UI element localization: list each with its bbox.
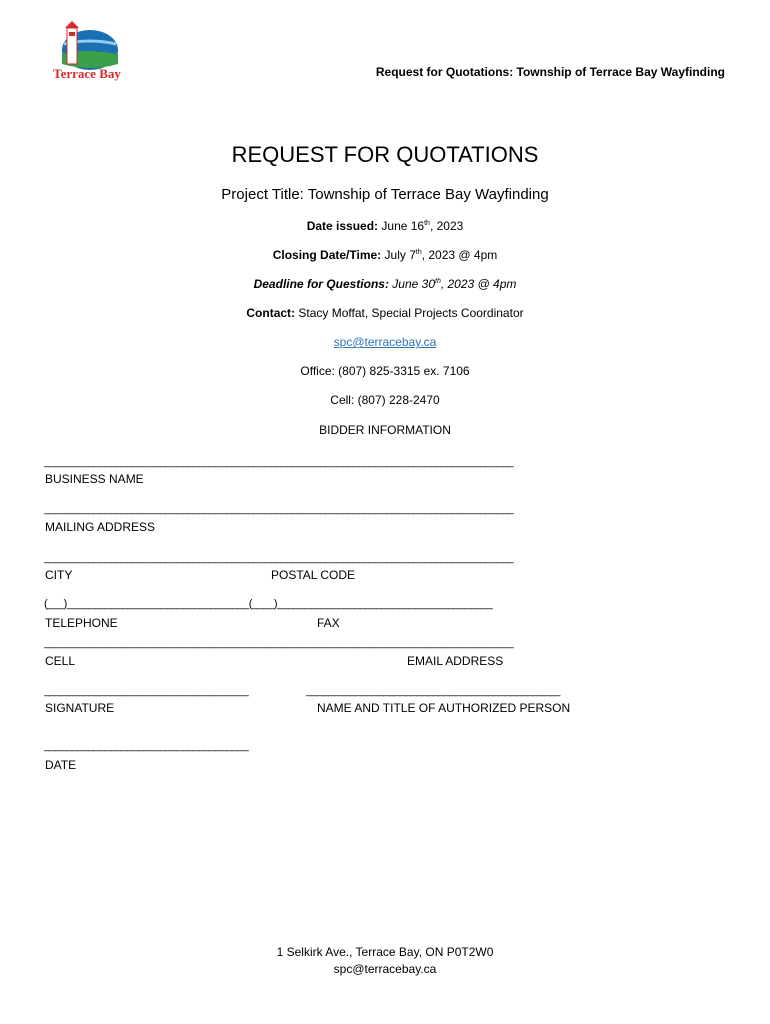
closing-date-value: July 7th, 2023 @ 4pm (384, 248, 498, 262)
closing-date-line (0, 248, 770, 262)
lighthouse-logo-icon (40, 20, 135, 85)
document-title: REQUEST FOR QUOTATIONS (231, 142, 539, 167)
date-label: DATE (45, 758, 77, 772)
footer-address: 1 Selkirk Ave., Terrace Bay, ON P0T2W0 (276, 945, 494, 959)
logo-text: Terrace Bay (53, 66, 121, 81)
telephone-fax-field[interactable]: (___)_________________________________(____)_______________________________________ (44, 598, 493, 610)
date-issued-value: June 16th, 2023 (381, 219, 464, 233)
contact-line (0, 306, 770, 320)
deadline-questions-value: June 30th, 2023 @ 4pm (392, 277, 517, 291)
signature-label: SIGNATURE (45, 701, 115, 715)
project-title-value: Township of Terrace Bay Wayfinding (307, 186, 549, 203)
cell-label: CELL (45, 654, 76, 668)
email-address-label: EMAIL ADDRESS (407, 654, 504, 668)
deadline-questions-label: Deadline for Questions: (253, 277, 389, 291)
project-title-label: Project Title: (221, 186, 304, 203)
terrace-bay-logo (40, 20, 135, 85)
closing-date-label: Closing Date/Time: (272, 248, 382, 262)
business-name-label: BUSINESS NAME (45, 472, 144, 486)
cell-email-field[interactable]: _____________________________________________________________________________________ (44, 637, 514, 649)
contact-value: Stacy Moffat, Special Projects Coordinator (298, 306, 524, 320)
telephone-label: TELEPHONE (45, 616, 118, 630)
email-line (0, 335, 770, 349)
bidder-information-heading: BIDDER INFORMATION (319, 423, 451, 437)
city-postal-field[interactable]: _____________________________________________________________________________________ (44, 552, 514, 564)
date-field[interactable]: _____________________________________ (44, 740, 249, 752)
contact-label: Contact: (246, 306, 296, 320)
authorized-person-field[interactable]: ______________________________________________ (306, 685, 560, 697)
header-title: Request for Quotations: Township of Terrace Bay Wayfinding (375, 65, 725, 79)
name-title-label: NAME AND TITLE OF AUTHORIZED PERSON (317, 701, 571, 715)
fax-label: FAX (317, 616, 340, 630)
mailing-address-field[interactable]: _____________________________________________________________________________________ (44, 503, 514, 515)
city-label: CITY (45, 568, 73, 582)
office-phone: Office: (807) 825-3315 ex. 7106 (300, 364, 470, 378)
business-name-field[interactable]: _____________________________________________________________________________________ (44, 456, 514, 468)
cell-phone: Cell: (807) 228-2470 (330, 393, 440, 407)
date-issued-line (0, 219, 770, 233)
postal-code-label: POSTAL CODE (271, 568, 356, 582)
date-issued-label: Date issued: (306, 219, 379, 233)
project-title-line (0, 186, 770, 203)
mailing-address-label: MAILING ADDRESS (45, 520, 156, 534)
deadline-questions-line (0, 277, 770, 291)
email-link[interactable]: spc@terracebay.ca (333, 335, 437, 349)
signature-field[interactable]: _____________________________________ (44, 685, 249, 697)
footer-email: spc@terracebay.ca (333, 962, 437, 976)
